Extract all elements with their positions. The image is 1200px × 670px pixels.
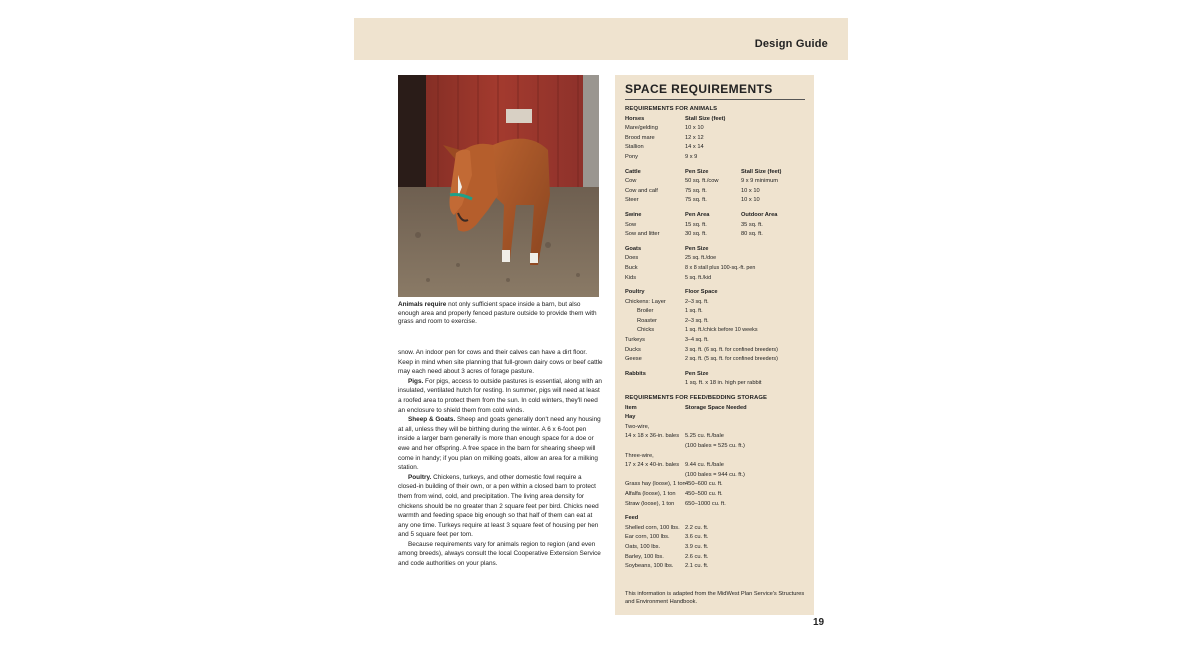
table-cell: Steer xyxy=(625,197,639,204)
table-cell: Chicks xyxy=(637,327,655,334)
table-cell: Pen Size xyxy=(685,370,709,377)
paragraph-text: Sheep and goats generally don't need any housing at all, unless they will be birthing during the winter. A 6 x 6-foot pen inside a larger barn generally is more than enough space for a doe or ewe and her offspring. A free space in the barn for shearing sheep will come in handy; if you plan on milking goats, allow an area for a milking station. xyxy=(398,416,601,472)
table-row xyxy=(625,423,811,433)
table-cell: 2–3 sq. ft. xyxy=(685,317,709,324)
table-cell: 9.44 cu. ft./bale xyxy=(685,462,724,469)
table-cell: Poultry xyxy=(625,289,645,296)
table-cell: 50 sq. ft./cow xyxy=(685,178,719,185)
table-row xyxy=(625,432,811,442)
table-cell: 2–3 sq. ft. xyxy=(685,298,709,305)
table-cell: 15 sq. ft. xyxy=(685,221,707,228)
table-row xyxy=(625,562,811,572)
caption-lead: Animals require xyxy=(398,301,447,308)
table-cell: 450–500 cu. ft. xyxy=(685,490,723,497)
table-row xyxy=(625,298,811,308)
paragraph-pigs xyxy=(398,377,603,415)
table-row xyxy=(625,134,811,144)
table-cell: Pony xyxy=(625,153,638,160)
table-cell: 10 x 10 xyxy=(741,187,760,194)
table-cell: 8 x 8 stall plus 100-sq.-ft. pen xyxy=(685,264,756,271)
table-cell: Pen Area xyxy=(685,211,710,218)
table-cell: 80 sq. ft. xyxy=(741,231,763,238)
table-cell: Hay xyxy=(625,414,636,421)
table-cell: Grass hay (loose), 1 ton xyxy=(625,481,686,488)
table-cell: 14 x 14 xyxy=(685,144,704,151)
table-row xyxy=(625,346,811,356)
table-header-row xyxy=(625,288,811,298)
table-cell: Item xyxy=(625,404,637,411)
space-requirements-sidebar xyxy=(615,75,814,615)
table-row xyxy=(625,317,811,327)
table-cell: Barley, 100 lbs. xyxy=(625,553,664,560)
table-cell: Broiler xyxy=(637,308,654,315)
table-cell: 3.9 cu. ft. xyxy=(685,543,709,550)
table-cell: 30 sq. ft. xyxy=(685,231,707,238)
book-page xyxy=(354,18,848,638)
table-cell: Two-wire, xyxy=(625,423,650,430)
sidebar-table xyxy=(625,105,811,572)
table-cell: Buck xyxy=(625,264,638,271)
table-cell: Storage Space Needed xyxy=(685,404,747,411)
table-cell: 25 sq. ft./doe xyxy=(685,255,717,262)
table-row xyxy=(625,307,811,317)
table-cell: 9 x 9 minimum xyxy=(741,178,778,185)
header-band xyxy=(354,18,848,60)
run-in-head: Poultry. xyxy=(408,473,432,481)
table-cell: Turkeys xyxy=(625,337,646,344)
paragraph-text: Chickens, turkeys, and other domestic fowl require a closed-in building of their own, or a pen within a closed barn to protect them from wind, cold, and precipitation. The living area density for chickens should be no greater than 2 square feet per bird. Chicks need warmth and feeding space big enough so that half of them can eat at any one time. Turkeys require at least 3 square feet of housing per hen and 5 square feet per tom. xyxy=(398,473,599,539)
table-row xyxy=(625,187,811,197)
table-cell: 3.6 cu. ft. xyxy=(685,534,709,541)
table-cell: 3–4 sq. ft. xyxy=(685,337,709,344)
table-cell: Geese xyxy=(625,356,642,363)
table-header-row xyxy=(625,245,811,255)
table-cell: Soybeans, 100 lbs. xyxy=(625,563,674,570)
table-row xyxy=(625,196,811,206)
table-header-row xyxy=(625,404,811,414)
table-row xyxy=(625,379,811,389)
paragraph-text: For pigs, access to outside pastures is essential, along with an insulated, ventilated hutch for resting. In summer, pigs will need at least a roofed area to protect them from the sun. In cold winters, they'll need an enclosure to shield them from cold winds. xyxy=(398,377,602,414)
table-cell: 650–1000 cu. ft. xyxy=(685,500,726,507)
table-cell: 17 x 24 x 40-in. bales xyxy=(625,462,680,469)
table-row xyxy=(625,326,811,336)
table-header-row xyxy=(625,211,811,221)
table-cell: Sow and litter xyxy=(625,231,660,238)
table-row xyxy=(625,452,811,462)
paragraph: Because requirements vary for animals region to region (and even among breeds), always consult the local Cooperative Extension Service and code authorities on your plans. xyxy=(398,540,601,568)
table-row xyxy=(625,480,811,490)
table-cell: Horses xyxy=(625,115,645,122)
table-cell: Kids xyxy=(625,274,637,281)
table-row xyxy=(625,254,811,264)
table-cell: Ducks xyxy=(625,346,641,353)
table-row xyxy=(625,471,811,481)
body-text xyxy=(398,348,603,569)
caption-text: not only sufficient space inside a barn, but also enough area and properly fenced pasture outside to provide them with grass and room to exercise. xyxy=(398,301,597,326)
table-cell: Pen Size xyxy=(685,245,709,252)
table-cell: Cow and calf xyxy=(625,187,658,194)
table-cell: 450–600 cu. ft. xyxy=(685,481,723,488)
table-row xyxy=(625,524,811,534)
table-cell: 2 sq. ft. (5 sq. ft. for confined breeders) xyxy=(685,356,778,363)
table-row xyxy=(625,543,811,553)
table-cell: Stall Size (feet) xyxy=(685,115,726,122)
table-cell: Mare/gelding xyxy=(625,125,658,132)
table-cell: 1 sq. ft. x 18 in. high per rabbit xyxy=(685,380,762,387)
table-cell: Shelled corn, 100 lbs. xyxy=(625,524,680,531)
page-number: 19 xyxy=(813,617,825,628)
table-row xyxy=(625,264,811,274)
table-row xyxy=(625,124,811,134)
table-cell: 1 sq. ft./chick before 10 weeks xyxy=(685,327,758,334)
table-cell: 10 x 10 xyxy=(685,125,704,132)
section-heading: REQUIREMENTS FOR FEED/BEDDING STORAGE xyxy=(625,395,768,402)
group-heading xyxy=(625,514,811,524)
table-cell: Outdoor Area xyxy=(741,211,778,218)
paragraph-poultry xyxy=(398,473,603,540)
table-row xyxy=(625,274,811,284)
table-row xyxy=(625,533,811,543)
table-cell: 2.2 cu. ft. xyxy=(685,524,709,531)
section-title: Design Guide xyxy=(754,38,828,50)
table-cell: Does xyxy=(625,255,639,262)
table-cell: 75 sq. ft. xyxy=(685,197,707,204)
table-cell: Chickens: Layer xyxy=(625,298,666,305)
table-cell: Stallion xyxy=(625,144,644,151)
table-cell: 5 sq. ft./kid xyxy=(685,274,712,281)
table-row xyxy=(625,553,811,563)
table-row xyxy=(625,153,811,163)
table-row xyxy=(625,230,811,240)
paragraph-sheep-goats xyxy=(398,415,603,473)
table-row xyxy=(625,490,811,500)
table-cell: Stall Size (feet) xyxy=(741,168,782,175)
table-cell: (100 bales = 525 cu. ft.) xyxy=(685,443,745,449)
table-cell: Feed xyxy=(625,515,639,522)
table-header-row xyxy=(625,115,811,125)
table-row xyxy=(625,500,811,510)
table-cell: Three-wire, xyxy=(625,452,654,459)
sidebar-divider xyxy=(625,99,805,100)
table-row xyxy=(625,177,811,187)
paragraph: snow. An indoor pen for cows and their calves can have a dirt floor. Keep in mind when site planning that full-grown dairy cows or beef cattle may each need about 3 acres of forage pasture. xyxy=(398,349,603,376)
table-cell: 3 sq. ft. (6 sq. ft. for confined breeders) xyxy=(685,346,778,353)
table-cell: Roaster xyxy=(637,317,657,324)
table-cell: Swine xyxy=(625,211,642,218)
section-heading: REQUIREMENTS FOR ANIMALS xyxy=(625,106,718,112)
table-cell: 14 x 18 x 36-in. bales xyxy=(625,433,680,440)
horse-photo xyxy=(398,75,599,297)
run-in-head: Pigs. xyxy=(408,377,424,385)
table-cell: 12 x 12 xyxy=(685,134,704,141)
group-heading xyxy=(625,413,811,423)
table-row xyxy=(625,221,811,231)
table-cell: (100 bales = 944 cu. ft.) xyxy=(685,471,745,478)
table-cell: Sow xyxy=(625,221,637,228)
table-cell: 10 x 10 xyxy=(741,197,760,204)
table-row xyxy=(625,336,811,346)
table-cell: Rabbits xyxy=(625,370,646,377)
table-header-row xyxy=(625,168,811,178)
source-credit: This information is adapted from the MidWest Plan Service's Structures and Environment Handbook. xyxy=(625,591,805,605)
table-cell: Goats xyxy=(625,245,642,252)
photo-caption xyxy=(398,301,603,327)
table-cell: Floor Space xyxy=(685,289,718,296)
table-cell: 1 sq. ft. xyxy=(685,308,703,315)
sidebar-title: SPACE REQUIREMENTS xyxy=(625,82,773,96)
table-row xyxy=(625,143,811,153)
table-cell: Cow xyxy=(625,178,637,185)
table-cell: Cattle xyxy=(625,168,641,175)
table-row xyxy=(625,355,811,365)
table-row xyxy=(625,461,811,471)
table-header-row xyxy=(625,370,811,380)
table-cell: Brood mare xyxy=(625,134,655,141)
table-cell: Straw (loose), 1 ton xyxy=(625,500,675,507)
table-cell: Oats, 100 lbs. xyxy=(625,543,661,550)
table-row xyxy=(625,442,811,452)
table-cell: 9 x 9 xyxy=(685,153,698,160)
table-cell: 75 sq. ft. xyxy=(685,187,707,194)
table-cell: 2.6 cu. ft. xyxy=(685,553,709,560)
table-cell: Ear corn, 100 lbs. xyxy=(625,534,670,541)
table-cell: 2.1 cu. ft. xyxy=(685,563,709,570)
table-cell: Pen Size xyxy=(685,168,709,175)
table-cell: Alfalfa (loose), 1 ton xyxy=(625,490,676,497)
run-in-head: Sheep & Goats. xyxy=(408,416,456,424)
table-cell: 5.25 cu. ft./bale xyxy=(685,433,724,440)
table-cell: 35 sq. ft. xyxy=(741,221,763,228)
